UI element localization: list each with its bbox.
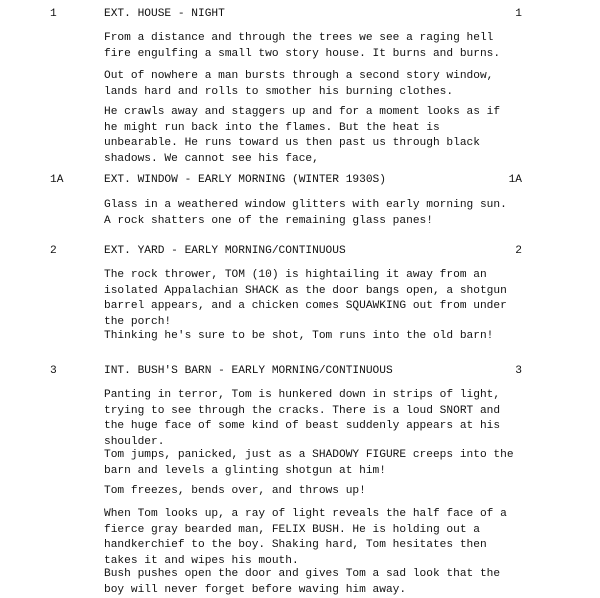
action-paragraph: Panting in terror, Tom is hunkered down in strips of light, trying to see through the cracks. There is a loud SNORT and the huge face of some kind of beast suddenly appears at his shoulder. — [104, 389, 501, 448]
slugline: EXT. WINDOW - EARLY MORNING (WINTER 1930S) — [104, 174, 386, 186]
scene-heading-3 — [0, 363, 600, 379]
scene-heading-1a — [0, 172, 600, 188]
action-paragraph: He crawls away and staggers up and for a moment looks as if he might run back into the flames. But the heat is unbearable. He runs toward us then past us through black shadows. We cannot see his face, — [104, 106, 501, 165]
action-paragraph: Tom freezes, bends over, and throws up! — [104, 485, 366, 497]
action-paragraph: Tom jumps, panicked, just as a SHADOWY FIGURE creeps into the barn and levels a glinting shotgun at him! — [104, 449, 514, 477]
action-paragraph: Bush pushes open the door and gives Tom a sad look that the boy will never forget before waving him away. — [104, 568, 501, 596]
action-paragraph: Out of nowhere a man bursts through a second story window, lands hard and rolls to smother his burning clothes. — [104, 70, 494, 98]
scene-heading-2 — [0, 243, 600, 259]
scene-number-right: 1 — [515, 8, 522, 20]
scene-number-right: 2 — [515, 245, 522, 257]
action-paragraph: From a distance and through the trees we see a raging hell fire engulfing a small two story house. It burns and burns. — [104, 32, 501, 60]
slugline: EXT. HOUSE - NIGHT — [104, 8, 225, 20]
action-paragraph: Glass in a weathered window glitters with early morning sun. A rock shatters one of the remaining glass panes! — [104, 199, 507, 227]
scene-number-right: 3 — [515, 365, 522, 377]
scene-number-left: 1 — [50, 8, 57, 20]
action-paragraph: The rock thrower, TOM (10) is hightailing it away from an isolated Appalachian SHACK as the door bangs open, a shotgun barrel appears, and a chicken comes SQUAWKING out from under the porch! — [104, 269, 507, 328]
scene-number-left: 1A — [50, 174, 64, 186]
action-paragraph: When Tom looks up, a ray of light reveals the half face of a fierce gray bearded man, FELIX BUSH. He is holding out a handkerchief to the boy. Shaking hard, Tom hesitates then takes it and wipes his mouth. — [104, 508, 507, 567]
scene-number-left: 2 — [50, 245, 57, 257]
scene-number-left: 3 — [50, 365, 57, 377]
scene-number-right: 1A — [508, 174, 522, 186]
scene-heading-1 — [0, 6, 600, 22]
action-paragraph: Thinking he's sure to be shot, Tom runs into the old barn! — [104, 330, 494, 342]
slugline: INT. BUSH'S BARN - EARLY MORNING/CONTINUOUS — [104, 365, 393, 377]
slugline: EXT. YARD - EARLY MORNING/CONTINUOUS — [104, 245, 346, 257]
